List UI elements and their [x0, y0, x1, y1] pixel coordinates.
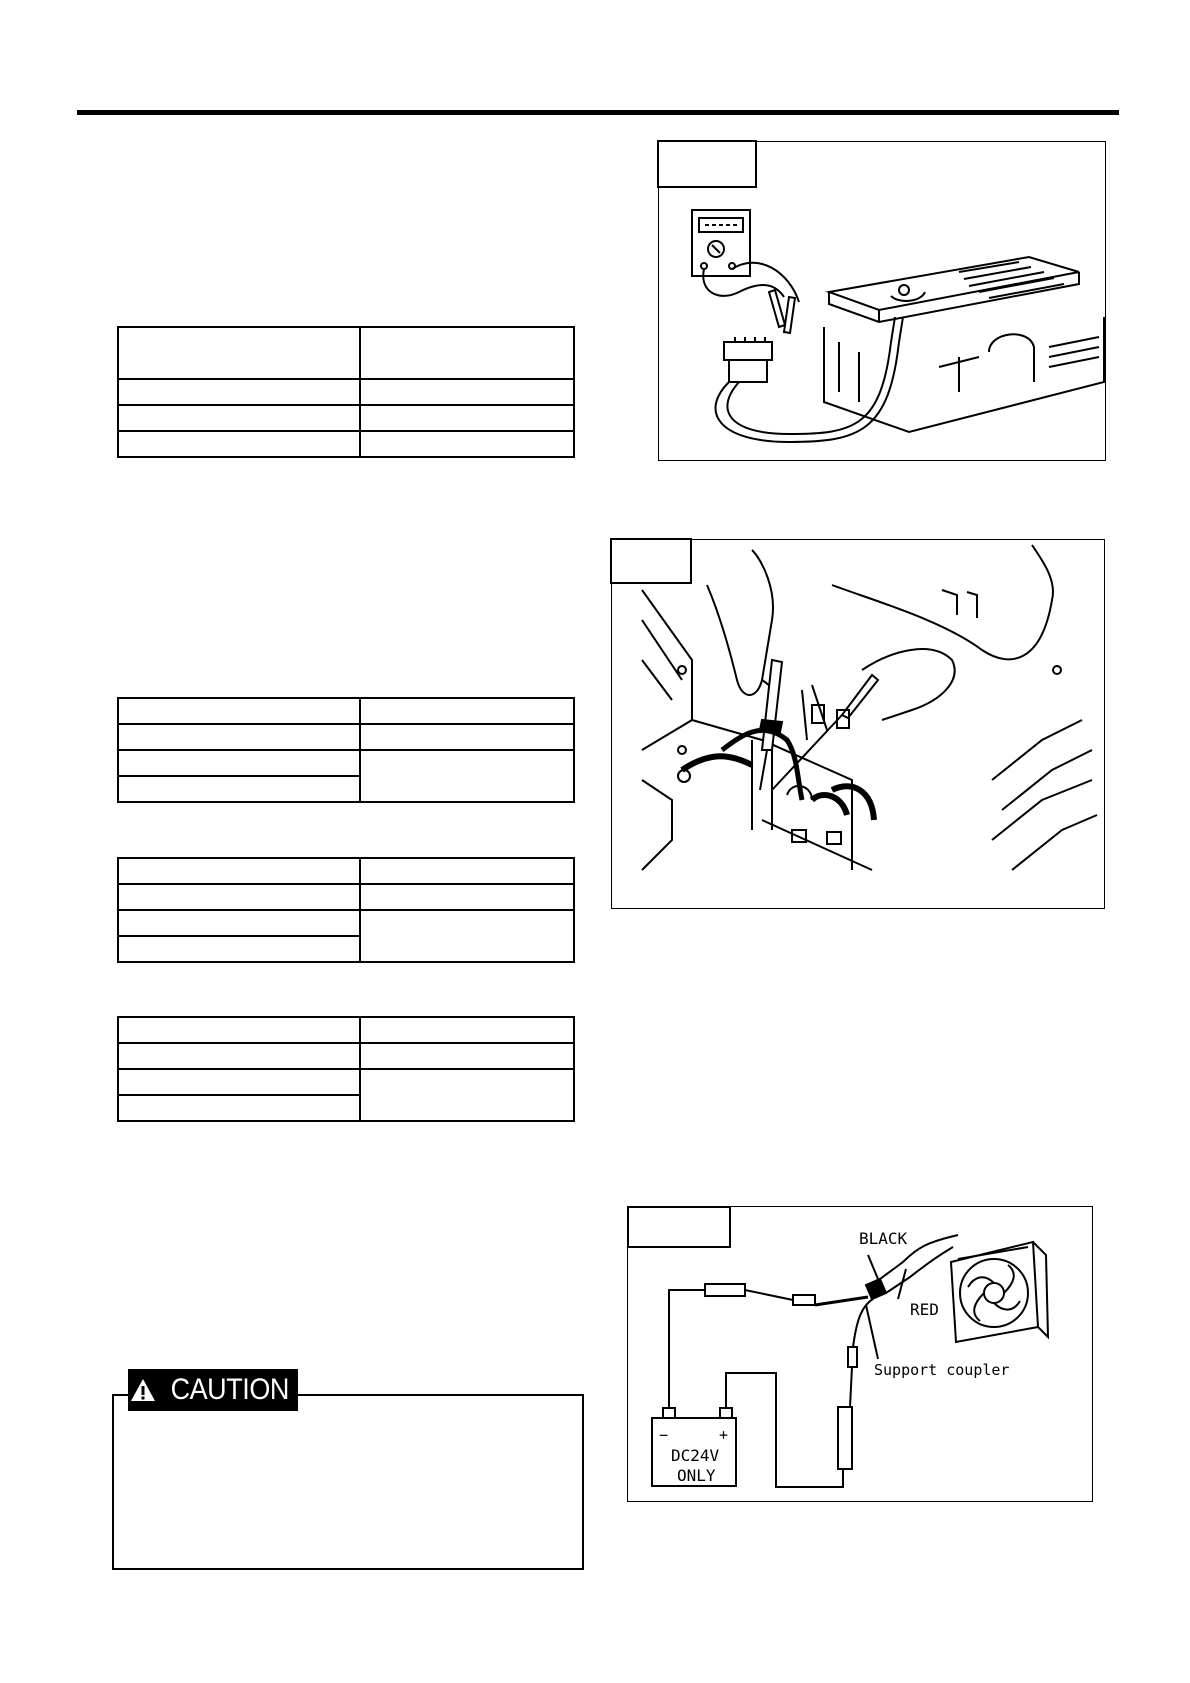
spec-table-3 — [117, 857, 575, 963]
fan-wiring-illustration — [628, 1207, 1092, 1501]
figure-tag — [610, 538, 692, 584]
figure-multimeter-test — [658, 141, 1106, 461]
table-cell — [118, 431, 360, 457]
figure-fan-wiring — [627, 1206, 1093, 1502]
header-rule — [77, 110, 1119, 115]
table-cell — [118, 379, 360, 405]
battery-minus: − — [659, 1426, 669, 1444]
label-support-coupler: Support coupler — [874, 1361, 1010, 1379]
spec-table-2 — [117, 697, 575, 803]
table-cell — [360, 405, 574, 431]
table-cell — [118, 405, 360, 431]
warning-triangle-icon — [130, 1378, 156, 1402]
spec-table-1 — [117, 326, 575, 458]
spec-table-4 — [117, 1016, 575, 1122]
table-cell — [360, 327, 574, 379]
figure-tag — [627, 1206, 731, 1248]
battery-plus: + — [719, 1426, 729, 1444]
caution-header — [128, 1369, 298, 1411]
fan-icon — [951, 1242, 1048, 1342]
label-black: BLACK — [859, 1229, 908, 1248]
caution-label: CAUTION — [170, 1373, 290, 1406]
table-cell — [118, 327, 360, 379]
figure-tag — [657, 140, 757, 188]
label-red: RED — [910, 1300, 939, 1319]
figure-probe-test — [611, 539, 1105, 909]
battery-voltage: DC24V — [671, 1446, 720, 1465]
battery-note: ONLY — [677, 1466, 716, 1485]
table-cell — [360, 431, 574, 457]
probe-illustration — [612, 540, 1104, 908]
table-cell — [360, 379, 574, 405]
multimeter-illustration — [659, 142, 1105, 460]
caution-box — [112, 1394, 584, 1570]
